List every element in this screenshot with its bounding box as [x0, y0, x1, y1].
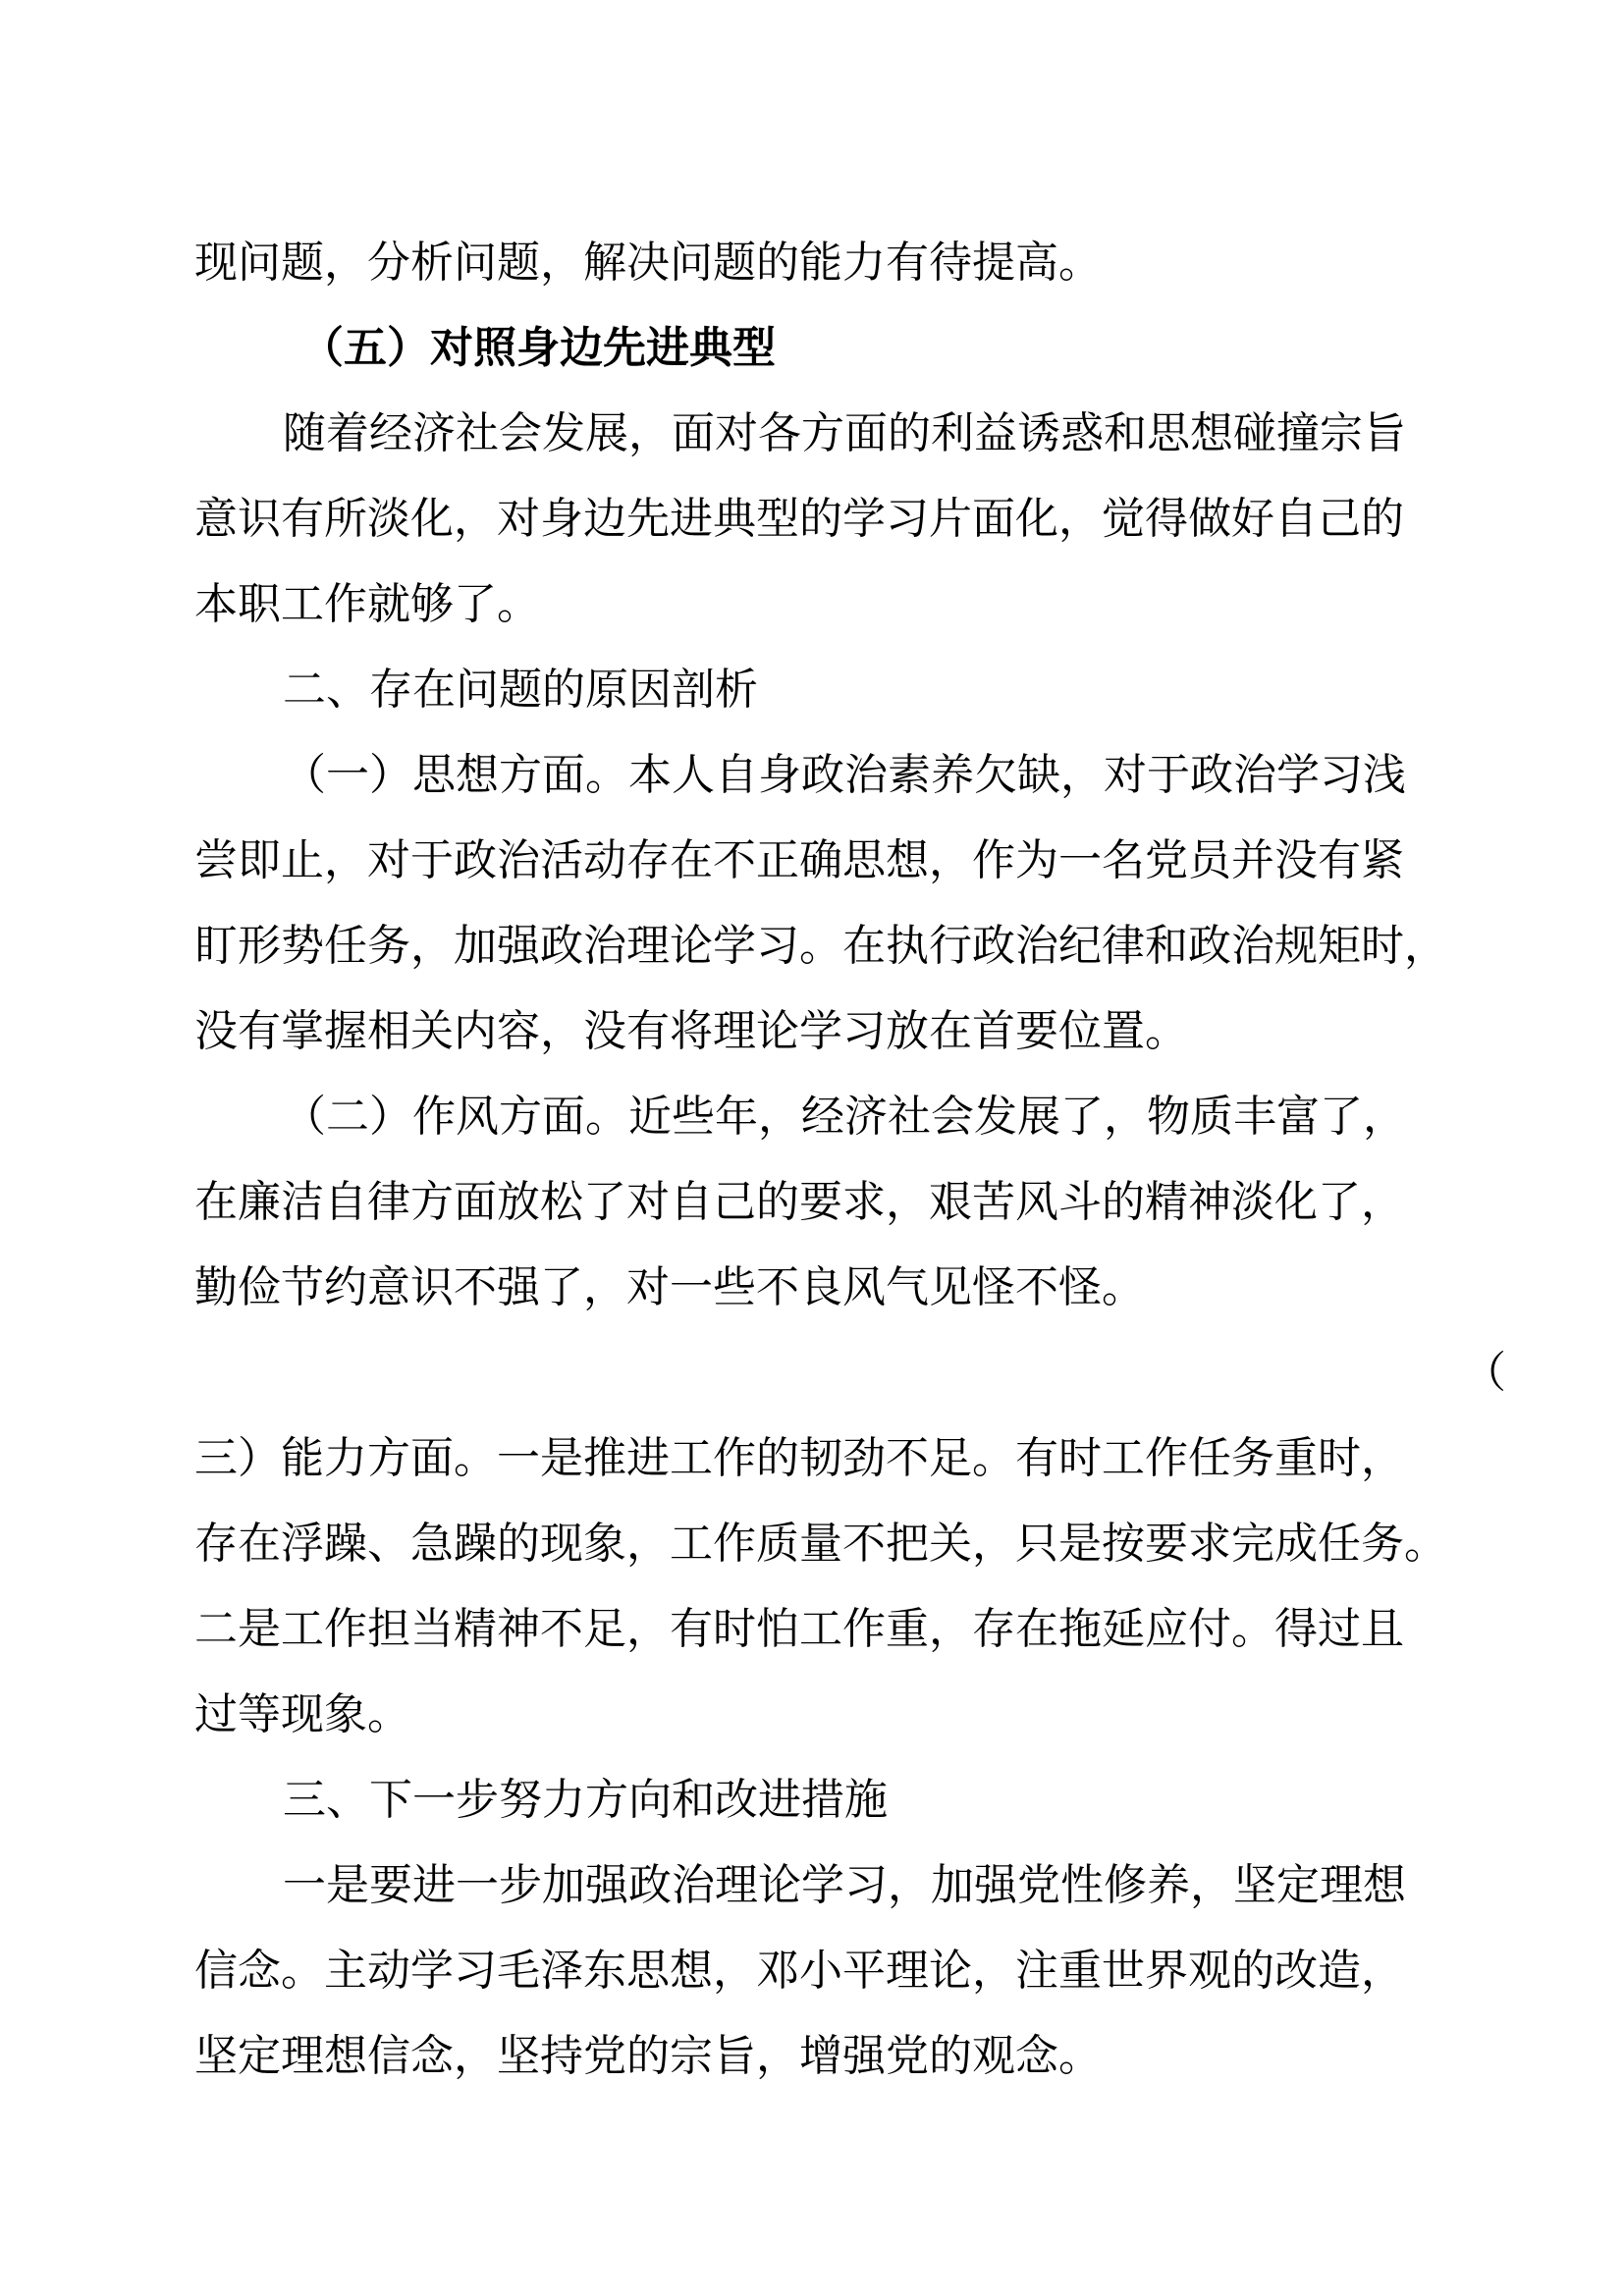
text-line: 没有掌握相关内容，没有将理论学习放在首要位置。	[194, 1006, 1188, 1056]
text-line: 勤俭节约意识不强了，对一些不良风气见怪不怪。	[194, 1262, 1145, 1312]
text-line: 三）能力方面。一是推进工作的韧劲不足。有时工作任务重时，	[194, 1433, 1404, 1483]
text-line: 尝即止，对于政治活动存在不正确思想，作为一名党员并没有紧	[194, 835, 1404, 885]
text-line: 一是要进一步加强政治理论学习，加强党性修养，坚定理想	[283, 1860, 1406, 1910]
text-line: 过等现象。	[194, 1689, 410, 1739]
text-line: 意识有所淡化，对身边先进典型的学习片面化，觉得做好自己的	[194, 494, 1404, 544]
text-line: 二是工作担当精神不足，有时怕工作重，存在拖延应付。得过且	[194, 1604, 1404, 1654]
text-line: 信念。主动学习毛泽东思想，邓小平理论，注重世界观的改造，	[194, 1946, 1404, 1996]
text-line: 本职工作就够了。	[194, 579, 540, 629]
text-line: 盯形势任务，加强政治理论学习。在执行政治纪律和政治规矩时，	[194, 921, 1447, 971]
text-line: 随着经济社会发展，面对各方面的利益诱惑和思想碰撞宗旨	[283, 408, 1406, 458]
text-line: 在廉洁自律方面放松了对自己的要求，艰苦风斗的精神淡化了，	[194, 1177, 1404, 1227]
text-line: 现问题，分析问题，解决问题的能力有待提高。	[194, 238, 1102, 288]
text-line: 存在浮躁、急躁的现象，工作质量不把关，只是按要求完成任务。	[194, 1519, 1447, 1569]
text-line: （	[1463, 1348, 1506, 1398]
section-heading: 三、下一步努力方向和改进措施	[283, 1775, 888, 1825]
text-line: （二）作风方面。近些年，经济社会发展了，物质丰富了，	[283, 1092, 1406, 1142]
text-line: 坚定理想信念，坚持党的宗旨，增强党的观念。	[194, 2031, 1102, 2081]
section-heading: 二、存在问题的原因剖析	[283, 665, 758, 715]
section-heading: （五）对照身边先进典型	[300, 323, 776, 373]
text-line: （一）思想方面。本人自身政治素养欠缺，对于政治学习浅	[283, 750, 1406, 800]
